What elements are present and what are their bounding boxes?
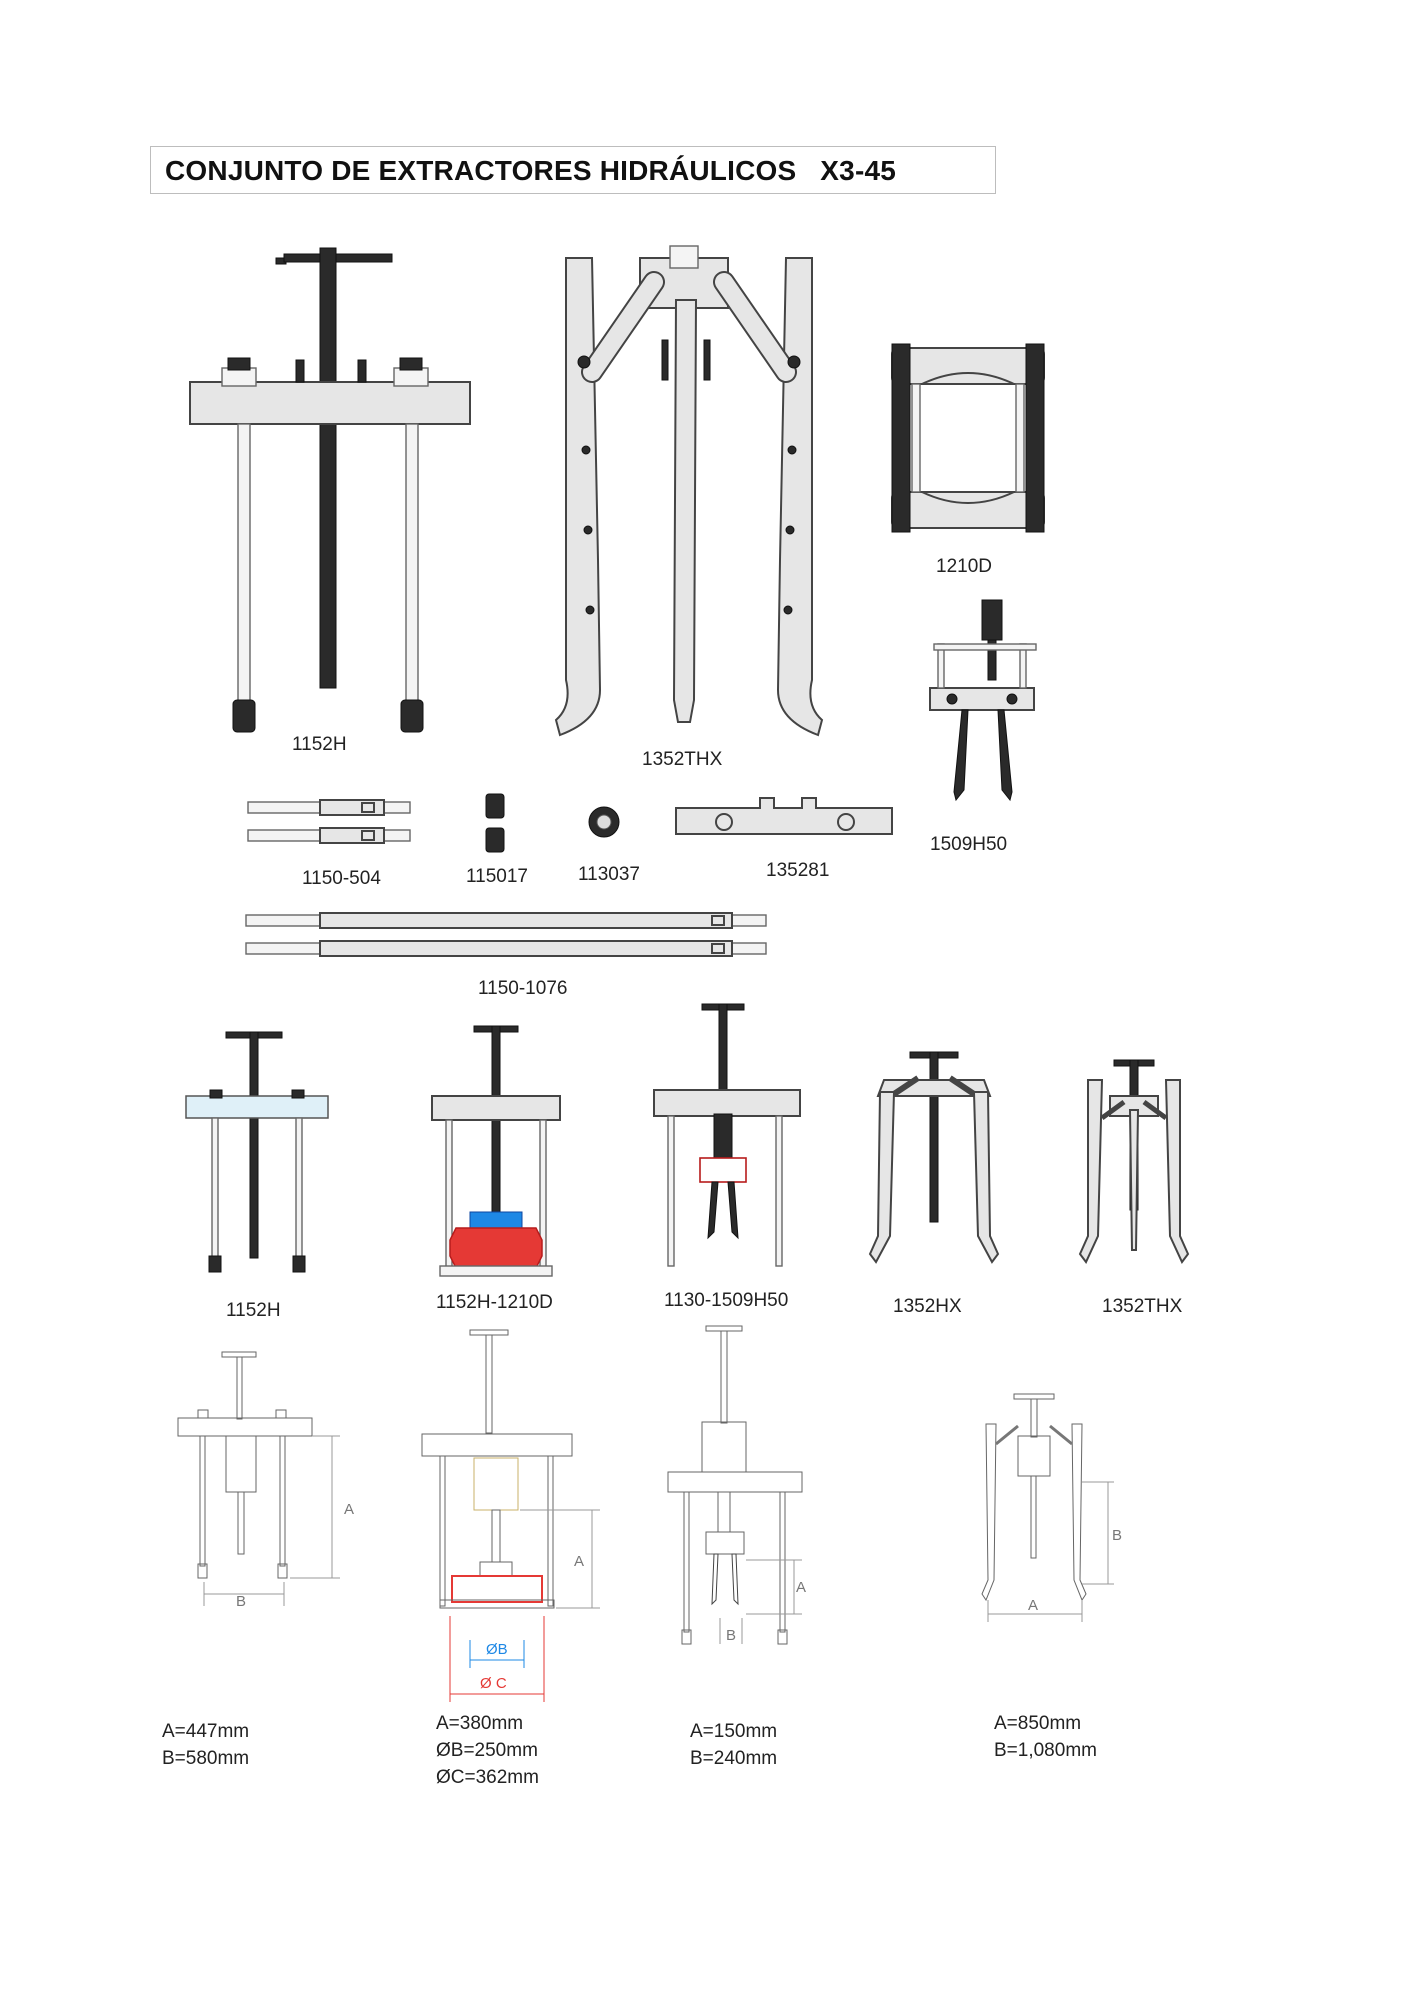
part-label-1210d: 1210D — [936, 556, 992, 577]
config-1152h-illustration — [186, 1032, 328, 1272]
rods-1150-504-illustration — [248, 800, 410, 843]
config-label-1352thx: 1352THX — [1102, 1296, 1183, 1317]
dim-letter-b-1: B — [236, 1593, 247, 1610]
dim-letter-a-4: A — [1028, 1597, 1039, 1614]
part-label-1150-504: 1150-504 — [302, 868, 381, 889]
config-label-1130-1509h50: 1130-1509H50 — [664, 1290, 789, 1311]
dimension-c-2: ØC=362mm — [436, 1767, 539, 1788]
part-label-1352thx: 1352THX — [642, 749, 723, 770]
dim-letter-b-4: B — [1112, 1527, 1123, 1544]
dimension-a-4: A=850mm — [994, 1713, 1082, 1734]
dimension-a-3: A=150mm — [690, 1721, 778, 1742]
config-label-1152h: 1152H — [226, 1300, 281, 1321]
config-1130-1509h50-illustration — [654, 1004, 800, 1266]
washer-113037-illustration — [589, 807, 619, 837]
dimension-a-1: A=447mm — [162, 1721, 250, 1742]
technical-drawing-1 — [178, 1352, 340, 1606]
dimension-b-2: ØB=250mm — [436, 1740, 538, 1761]
rods-1150-1076-illustration — [246, 913, 766, 956]
part-label-115017: 115017 — [466, 866, 528, 887]
dimensions-block-1 — [162, 1718, 249, 1772]
puller-1509h50-illustration — [930, 600, 1036, 800]
dim-letter-a-3: A — [796, 1579, 807, 1596]
puller-1352thx-illustration — [556, 246, 822, 735]
config-1352hx-illustration — [870, 1052, 998, 1262]
technical-drawing-3 — [668, 1326, 802, 1644]
part-label-1150-1076: 1150-1076 — [478, 978, 568, 999]
dim-letter-a-1: A — [344, 1501, 355, 1518]
technical-drawing-4 — [982, 1394, 1114, 1622]
dimensions-block-4 — [994, 1710, 1097, 1764]
dim-label-dia-b: ØB — [486, 1641, 508, 1658]
dimension-a-2: A=380mm — [436, 1713, 524, 1734]
part-label-113037: 113037 — [578, 864, 640, 885]
dim-letter-a-2: A — [574, 1553, 585, 1570]
dim-letter-b-3: B — [726, 1627, 737, 1644]
config-1152h-1210d-illustration — [432, 1026, 560, 1276]
config-label-1152h-1210d: 1152H-1210D — [436, 1292, 553, 1313]
document-title: CONJUNTO DE EXTRACTORES HIDRÁULICOS X3-45 — [165, 155, 897, 186]
part-label-1152h: 1152H — [292, 734, 347, 755]
dimensions-block-2 — [436, 1710, 539, 1791]
part-label-1509h50: 1509H50 — [930, 834, 1008, 855]
part-label-135281: 135281 — [766, 860, 830, 881]
dimension-b-1: B=580mm — [162, 1748, 250, 1769]
separator-1210d-illustration — [892, 344, 1044, 532]
technical-drawing-2 — [422, 1330, 600, 1702]
adapter-135281-illustration — [676, 798, 892, 834]
config-label-1352hx: 1352HX — [893, 1296, 962, 1317]
nuts-115017-illustration — [486, 794, 504, 852]
puller-1152h-illustration — [190, 248, 470, 732]
dimensions-block-3 — [690, 1718, 777, 1772]
config-1352thx-illustration — [1080, 1060, 1188, 1262]
dim-label-dia-c: Ø C — [480, 1675, 507, 1692]
dimension-b-3: B=240mm — [690, 1748, 778, 1769]
dimension-b-4: B=1,080mm — [994, 1740, 1097, 1761]
